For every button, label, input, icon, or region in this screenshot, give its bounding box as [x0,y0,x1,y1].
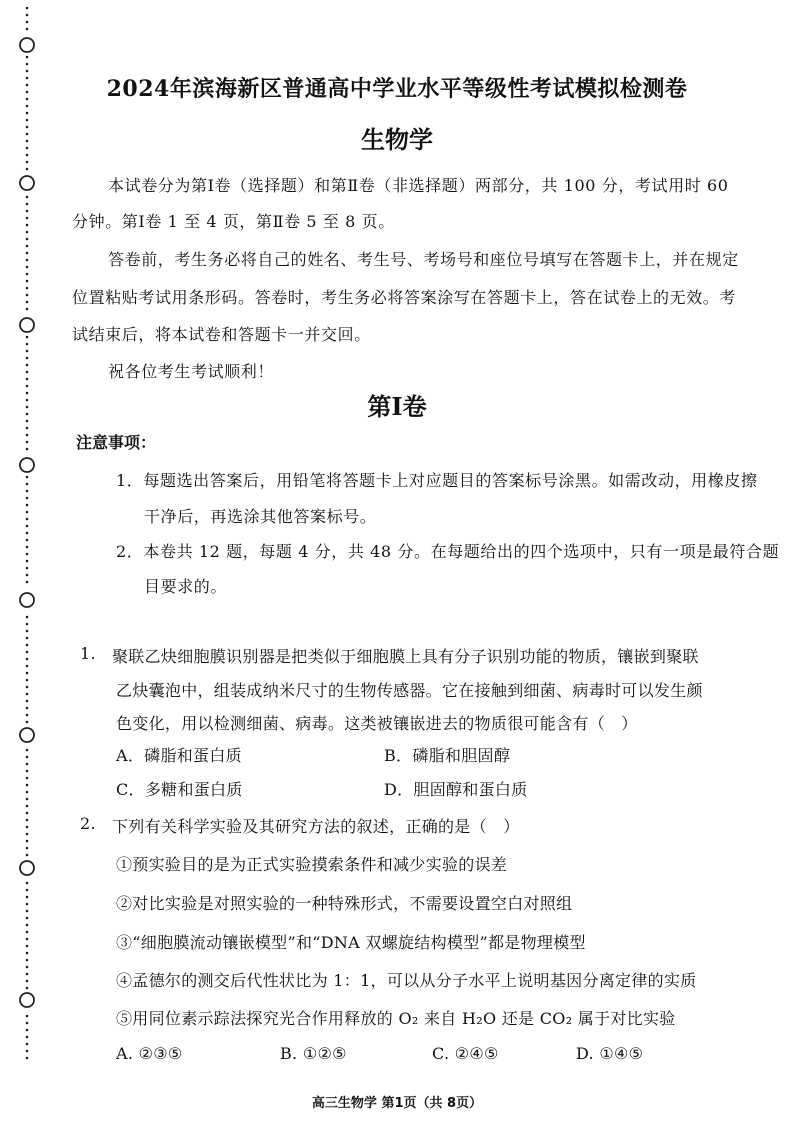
binding-dot [26,812,29,815]
binding-dot [26,308,29,311]
binding-dot [26,966,29,969]
binding-dot [26,525,29,528]
question-2-number: 2. [80,814,96,833]
binding-dot [26,280,29,283]
binding-dot [26,721,29,724]
binding-dot [26,924,29,927]
question-1-stem-line-3: 色变化，用以检测细菌、病毒。这类被镶嵌进去的物质很可能含有（ ） [116,714,638,733]
binding-dot [26,245,29,248]
binding-dot [26,917,29,920]
binding-dot [26,616,29,619]
binding-dot [26,693,29,696]
binding-dot [26,1022,29,1025]
question-2-statement-3: ③“细胞膜流动镶嵌模型”和“DNA 双螺旋结构模型”都是物理模型 [116,933,586,952]
binding-dot [26,511,29,514]
binding-dot [26,63,29,66]
question-1-stem-line-1: 聚联乙炔细胞膜识别器是把类似于细胞膜上具有分子识别功能的物质，镶嵌到聚联 [112,647,699,666]
intro-paragraph-1-line-1: 本试卷分为第Ⅰ卷（选择题）和第Ⅱ卷（非选择题）两部分，共 100 分，考试用时 60 [108,176,729,195]
binding-dot [26,959,29,962]
notice-item-1-line-1: 1．每题选出答案后，用铅笔将答题卡上对应题目的答案标号涂黑。如需改动，用橡皮擦 [116,471,758,490]
binding-dot [26,483,29,486]
binding-dot [26,770,29,773]
binding-dot [26,637,29,640]
binding-dot [26,1036,29,1039]
binding-dot [26,217,29,220]
binding-dot [26,196,29,199]
question-2-stem: 下列有关科学实验及其研究方法的叙述，正确的是（ ） [112,817,520,836]
binding-dot [26,343,29,346]
binding-dot [26,749,29,752]
binding-dot [26,819,29,822]
intro-paragraph-1-line-2: 分钟。第Ⅰ卷 1 至 4 页，第Ⅱ卷 5 至 8 页。 [72,212,395,231]
question-1-stem-line-2: 乙炔囊泡中，组装成纳米尺寸的生物传感器。它在接触到细菌、病毒时可以发生颜 [116,681,703,700]
binding-hole-circle [20,318,34,332]
binding-dot [26,574,29,577]
binding-dot [26,714,29,717]
binding-dot [26,644,29,647]
intro-paragraph-2-line-2: 位置粘贴考试用条形码。答卷时，考生务必将答案涂写在答题卡上，答在试卷上的无效。考 [72,288,737,307]
binding-dot [26,287,29,290]
binding-dot [26,518,29,521]
binding-dot [26,7,29,10]
binding-dot [26,294,29,297]
binding-dot [26,441,29,444]
binding-dot [26,763,29,766]
question-1-number: 1. [80,644,96,663]
question-2-statement-2: ②对比实验是对照实验的一种特殊形式，不需要设置空白对照组 [116,894,573,913]
intro-paragraph-2-line-1: 答卷前，考生务必将自己的姓名、考生号、考场号和座位号填写在答题卡上，并在规定 [108,250,739,269]
binding-dot [26,973,29,976]
binding-dot [26,882,29,885]
question-2-option-d: D. ①④⑤ [576,1044,644,1063]
binding-dot [26,938,29,941]
binding-dot [26,700,29,703]
subject-title: 生物学 [361,125,433,154]
binding-hole-circle [20,861,34,875]
binding-dot [26,1015,29,1018]
binding-dot [26,560,29,563]
binding-dot [26,476,29,479]
binding-dot [26,1050,29,1053]
binding-dot [26,259,29,262]
binding-hole-circle [20,728,34,742]
binding-dot [26,931,29,934]
page-footer: 高三生物学 第1页（共 8页） [311,1096,483,1111]
binding-dot [26,273,29,276]
question-1-option-a: A．磷脂和蛋白质 [116,746,242,765]
binding-dot [26,434,29,437]
binding-dot [26,987,29,990]
question-2-statement-4: ④孟德尔的测交后代性状比为 1：1，可以从分子水平上说明基因分离定律的实质 [116,971,697,990]
binding-margin-decoration [0,0,50,1124]
binding-dot [26,889,29,892]
question-1-option-b: B．磷脂和胆固醇 [384,746,511,765]
binding-dot [26,623,29,626]
binding-dot [26,231,29,234]
binding-dot [26,952,29,955]
binding-dot [26,112,29,115]
binding-dot [26,665,29,668]
binding-dot [26,658,29,661]
binding-dot [26,350,29,353]
binding-dot [26,826,29,829]
binding-dot [26,1043,29,1046]
question-1-option-c: C．多糖和蛋白质 [116,780,243,799]
binding-dot [26,630,29,633]
binding-dot [26,672,29,675]
binding-dot [26,497,29,500]
binding-dot [26,364,29,367]
binding-dot [26,56,29,59]
binding-dot [26,756,29,759]
notice-item-2-line-2: 目要求的。 [144,577,228,596]
binding-dot [26,791,29,794]
binding-dot [26,448,29,451]
binding-dot [26,840,29,843]
binding-dot [26,224,29,227]
notice-title: 注意事项： [76,433,157,452]
binding-dot [26,504,29,507]
binding-dot [26,896,29,899]
binding-dot [26,1057,29,1060]
binding-hole-circle [20,993,34,1007]
binding-dot [26,539,29,542]
binding-dot [26,679,29,682]
binding-dot [26,14,29,17]
intro-greeting: 祝各位考生考试顺利！ [108,362,275,381]
notice-item-2-line-1: 2．本卷共 12 题，每题 4 分，共 48 分。在每题给出的四个选项中，只有一项是最符合题 [116,542,780,561]
question-2-option-c: C. ②④⑤ [432,1044,499,1063]
binding-dot [26,854,29,857]
binding-dot [26,252,29,255]
binding-dot [26,567,29,570]
binding-dot [26,336,29,339]
binding-dot [26,833,29,836]
binding-dot [26,581,29,584]
binding-dot [26,28,29,31]
binding-dot [26,784,29,787]
binding-dot [26,238,29,241]
binding-dot [26,945,29,948]
binding-dot [26,161,29,164]
question-2-option-a: A. ②③⑤ [116,1044,183,1063]
binding-dot [26,777,29,780]
binding-hole-circle [20,593,34,607]
exam-title: 2024年滨海新区普通高中学业水平等级性考试模拟检测卷 [106,76,688,102]
binding-dot [26,301,29,304]
binding-dot [26,553,29,556]
question-2-statement-1: ①预实验目的是为正式实验摸索条件和减少实验的误差 [116,855,508,874]
binding-dot [26,371,29,374]
binding-dot [26,105,29,108]
binding-dot [26,210,29,213]
binding-dot [26,798,29,801]
notice-item-1-line-2: 干净后，再选涂其他答案标号。 [144,507,377,526]
binding-dot [26,686,29,689]
binding-dot [26,21,29,24]
binding-dot [26,532,29,535]
binding-dot [26,903,29,906]
binding-dot [26,1029,29,1032]
binding-dot [26,980,29,983]
intro-paragraph-2-line-3: 试结束后，将本试卷和答题卡一并交回。 [72,325,371,344]
question-2-statement-5: ⑤用同位素示踪法探究光合作用释放的 O₂ 来自 H₂O 还是 CO₂ 属于对比实验 [116,1009,676,1028]
binding-dot [26,651,29,654]
binding-dot [26,490,29,493]
binding-dot [26,378,29,381]
binding-dot [26,168,29,171]
binding-dot [26,203,29,206]
binding-dot [26,546,29,549]
binding-dot [26,427,29,430]
binding-hole-circle [20,38,34,52]
binding-dot [26,847,29,850]
question-2-option-b: B. ①②⑤ [280,1044,347,1063]
section-title: 第Ⅰ卷 [367,392,427,421]
binding-hole-circle [20,176,34,190]
binding-dot [26,805,29,808]
binding-dot [26,357,29,360]
binding-hole-circle [20,458,34,472]
binding-dot [26,266,29,269]
binding-dot [26,910,29,913]
binding-dot [26,707,29,710]
question-1-option-d: D．胆固醇和蛋白质 [384,780,528,799]
